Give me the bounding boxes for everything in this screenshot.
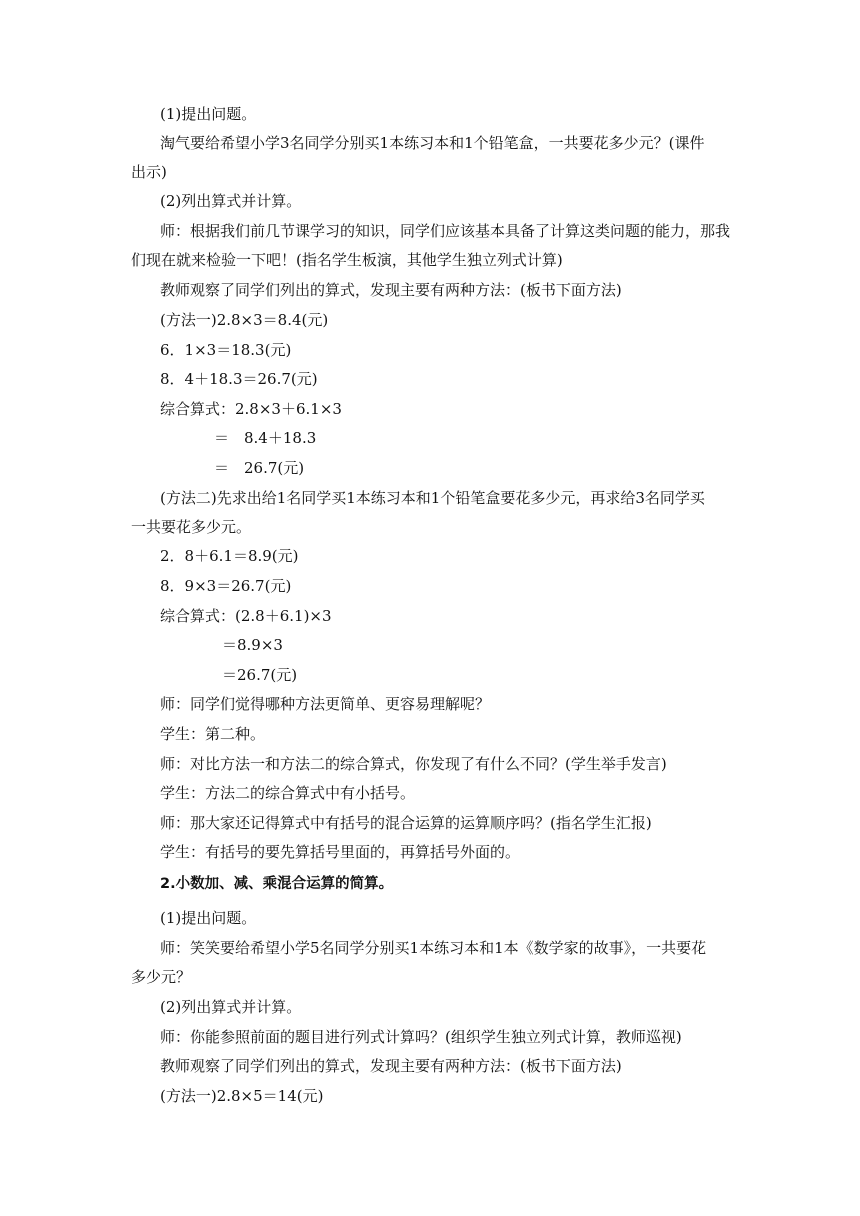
- text-line: 一共要花多少元。: [131, 518, 252, 536]
- text-line: 教师观察了同学们列出的算式，发现主要有两种方法：(板书下面方法): [160, 281, 622, 299]
- formula-line: 2．8＋6.1＝8.9(元): [160, 547, 299, 565]
- text-line: (方法二)先求出给1名同学买1本练习本和1个铅笔盒要花多少元，再求给3名同学买: [160, 489, 705, 507]
- text-line: 教师观察了同学们列出的算式，发现主要有两种方法：(板书下面方法): [160, 1057, 622, 1075]
- formula-line: (方法一)2.8×3＝8.4(元): [160, 311, 329, 329]
- text-line: 学生：方法二的综合算式中有小括号。: [160, 784, 416, 802]
- text-line: 师：根据我们前几节课学习的知识，同学们应该基本具备了计算这类问题的能力，那我: [160, 222, 731, 240]
- text-line: (1)提出问题。: [160, 909, 257, 927]
- text-line: (1)提出问题。: [160, 105, 257, 123]
- text-line: (2)列出算式并计算。: [160, 998, 302, 1016]
- formula-line: 8．4＋18.3＝26.7(元): [160, 370, 318, 388]
- text-line: 师：对比方法一和方法二的综合算式，你发现了有什么不同？(学生举手发言): [160, 755, 667, 773]
- formula-line: (方法一)2.8×5＝14(元): [160, 1087, 324, 1105]
- text-line: 学生：有括号的要先算括号里面的，再算括号外面的。: [160, 843, 521, 861]
- formula-line: ＝ 26.7(元): [214, 459, 305, 477]
- text-line: 们现在就来检验一下吧！(指名学生板演，其他学生独立列式计算): [131, 251, 563, 269]
- text-line: 淘气要给希望小学3名同学分别买1本练习本和1个铅笔盒，一共要花多少元？(课件: [160, 134, 705, 152]
- text-line: 师：同学们觉得哪种方法更简单、更容易理解呢？: [160, 695, 491, 713]
- formula-line: 6．1×3＝18.3(元): [160, 341, 292, 359]
- text-line: 师：那大家还记得算式中有括号的混合运算的运算顺序吗？(指名学生汇报): [160, 814, 652, 832]
- text-line: 师：你能参照前面的题目进行列式计算吗？(组织学生独立列式计算，教师巡视): [160, 1028, 682, 1046]
- formula-line: ＝26.7(元): [222, 666, 298, 684]
- formula-line: 综合算式：(2.8＋6.1)×3: [160, 607, 332, 625]
- text-line: (2)列出算式并计算。: [160, 192, 302, 210]
- formula-line: 综合算式：2.8×3＋6.1×3: [160, 400, 342, 418]
- text-line: 师：笑笑要给希望小学5名同学分别买1本练习本和1本《数学家的故事》，一共要花: [160, 939, 707, 957]
- text-line: 出示): [131, 163, 167, 181]
- formula-line: ＝ 8.4＋18.3: [214, 429, 317, 447]
- formula-line: 8．9×3＝26.7(元): [160, 577, 292, 595]
- formula-line: ＝8.9×3: [222, 636, 283, 654]
- text-line: 学生：第二种。: [160, 725, 266, 743]
- section-heading: 2.小数加、减、乘混合运算的简算。: [160, 876, 394, 892]
- text-line: 多少元？: [131, 968, 192, 986]
